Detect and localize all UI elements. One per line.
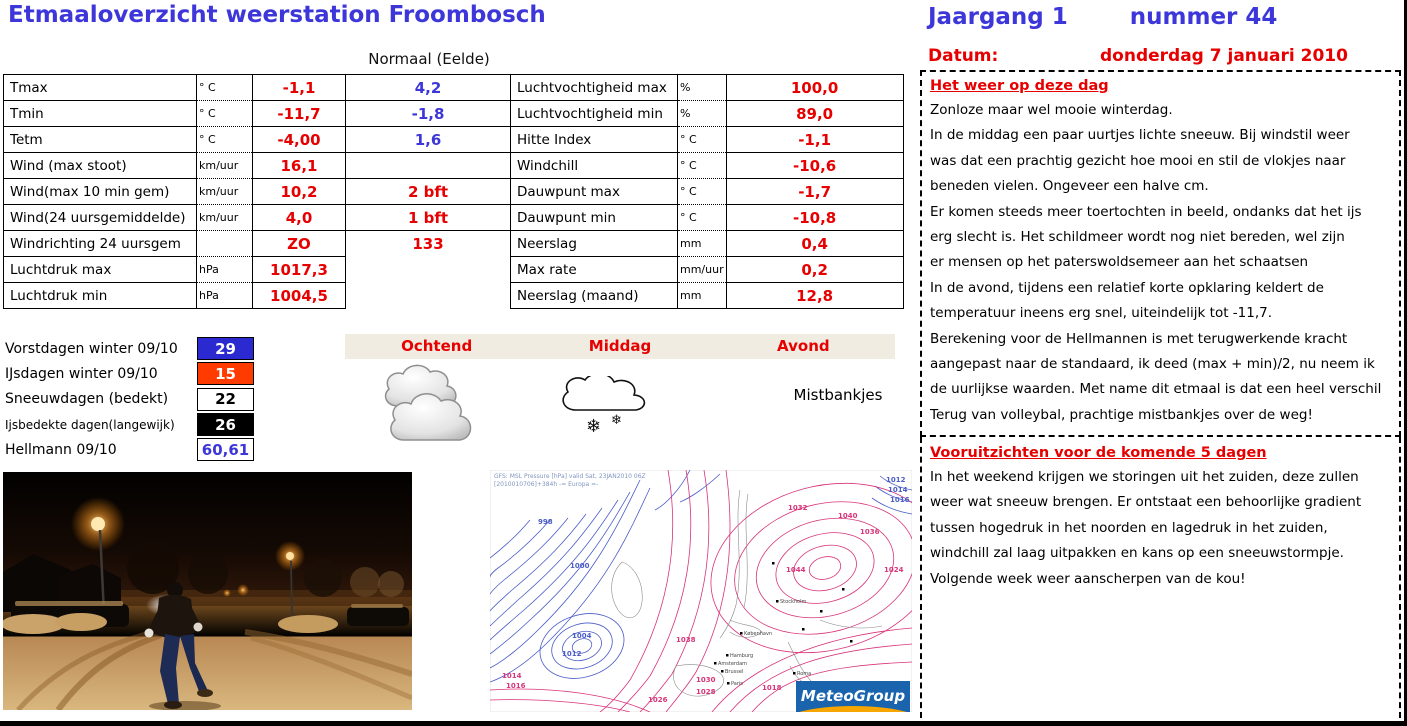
svg-text:❄: ❄ (586, 416, 602, 436)
table-cell: 2 bft (346, 179, 511, 205)
city-label: København (744, 631, 773, 637)
table-cell: Luchtvochtigheid max (511, 75, 678, 101)
table-cell: Luchtdruk min (4, 283, 197, 309)
table-cell: -10,8 (726, 205, 903, 231)
stat-label: Ijsbedekte dagen(langewijk) (5, 417, 175, 432)
table-cell: -1,7 (726, 179, 903, 205)
table-cell: Neerslag (511, 231, 678, 257)
report-line: de uurlijkse waarden. Met name dit etmaal is dat een heel verschil (930, 381, 1382, 398)
table-cell: Luchtdruk max (4, 257, 197, 283)
pressure-label: 1032 (788, 504, 808, 512)
table-cell: Max rate (511, 257, 678, 283)
table-cell: Wind(24 uursgemiddelde) (4, 205, 197, 231)
table-cell: 1 bft (346, 205, 511, 231)
pressure-label: 1014 (888, 486, 908, 494)
table-cell: km/uur (197, 205, 253, 231)
table-cell: 100,0 (726, 75, 903, 101)
report-line: In de avond, tijdens een relatief korte opklaring keldert de (930, 279, 1324, 296)
table-cell (346, 153, 511, 179)
table-row (4, 101, 904, 127)
table-row (4, 257, 904, 283)
report-line: erg slecht is. Het schildmeer wordt nog niet bereden, wel zijn (930, 229, 1345, 246)
table-cell: km/uur (197, 179, 253, 205)
street-photo (3, 472, 412, 710)
outlook-line: tussen hogedruk in het noorden en lagedruk in het zuiden, (930, 519, 1328, 536)
table-cell: -11,7 (253, 101, 346, 127)
stat-value: 26 (197, 413, 254, 436)
table-cell: Dauwpunt max (511, 179, 678, 205)
daily-report-box (920, 70, 1401, 437)
city-label: Stockholm (780, 599, 807, 605)
pressure-label: 1004 (572, 632, 592, 640)
pressure-label: 1040 (838, 512, 858, 520)
stat-label: Hellmann 09/10 (5, 441, 117, 458)
table-row (4, 127, 904, 153)
table-cell: -1,1 (726, 127, 903, 153)
table-cell: -1,8 (346, 101, 511, 127)
table-cell: 12,8 (726, 283, 903, 309)
table-cell (346, 283, 511, 309)
pressure-label: 1024 (884, 566, 904, 574)
table-cell: Tmax (4, 75, 197, 101)
stat-row (5, 437, 254, 462)
table-cell: Luchtvochtigheid min (511, 101, 678, 127)
pressure-label: 1028 (696, 688, 716, 696)
table-cell: -4,00 (253, 127, 346, 153)
table-cell: 1004,5 (253, 283, 346, 309)
datum-value: donderdag 7 januari 2010 (1100, 46, 1348, 66)
period-avond: Avond (777, 337, 830, 355)
table-cell: ZO (253, 231, 346, 257)
pressure-map (490, 470, 912, 712)
table-cell: Tetm (4, 127, 197, 153)
table-cell: 10,2 (253, 179, 346, 205)
table-cell: Windrichting 24 uursgem (4, 231, 197, 257)
svg-text:❄: ❄ (611, 413, 622, 428)
outlook-line: Volgende week weer aanscherpen van de kou! (930, 570, 1246, 587)
weather-data-table (3, 74, 904, 309)
table-cell: mm (678, 231, 727, 257)
nummer-label: nummer 44 (1129, 4, 1278, 30)
table-cell: 1,6 (346, 127, 511, 153)
stat-row (5, 387, 254, 412)
avond-forecast-text: Mistbankjes (793, 386, 883, 404)
table-cell: 133 (346, 231, 511, 257)
table-cell: 89,0 (726, 101, 903, 127)
table-cell: ° C (197, 127, 253, 153)
report-line: aangepast naar de standaard, ik deed (max + min)/2, nu neem ik (930, 356, 1375, 373)
pressure-label: 1038 (676, 636, 696, 644)
table-cell: ° C (678, 153, 727, 179)
table-cell: % (678, 75, 727, 101)
table-cell: mm (678, 283, 727, 309)
city-label: Amsterdam (718, 661, 748, 667)
report-line: Terug van volleybal, prachtige mistbankjes over de weg! (930, 406, 1313, 423)
table-cell: -1,1 (253, 75, 346, 101)
pressure-label: 1018 (762, 684, 782, 692)
stat-value: 15 (197, 362, 254, 385)
jaargang-label: Jaargang 1 (928, 4, 1068, 30)
pressure-label: 998 (538, 518, 553, 526)
stat-label: Sneeuwdagen (bedekt) (5, 391, 169, 408)
pressure-label: 1030 (696, 676, 716, 684)
report-line: was dat een prachtig gezicht hoe mooi en stil de vlokjes naar (930, 152, 1346, 169)
pressure-label: 1014 (502, 672, 522, 680)
table-cell: 0,2 (726, 257, 903, 283)
map-header-line1: GFS: MSL Pressure [hPa] valid Sat, 23JAN2010 06Z (494, 473, 646, 480)
table-cell: 16,1 (253, 153, 346, 179)
stat-label: Vorstdagen winter 09/10 (5, 340, 178, 357)
pressure-label: 1012 (562, 650, 582, 658)
period-ochtend: Ochtend (401, 337, 473, 355)
table-row (4, 153, 904, 179)
outlook-line: windchill zal laag uitpakken en kans op een sneeuwstormpje. (930, 545, 1344, 562)
table-cell: ° C (678, 205, 727, 231)
table-cell: Neerslag (maand) (511, 283, 678, 309)
stat-value: 22 (197, 388, 254, 411)
pressure-label: 1000 (570, 562, 590, 570)
stat-row (5, 336, 254, 361)
table-cell: 4,2 (346, 75, 511, 101)
report-line: beneden vielen. Ongeveer een halve cm. (930, 178, 1209, 195)
table-cell: ° C (678, 127, 727, 153)
table-cell: -10,6 (726, 153, 903, 179)
table-cell: ° C (678, 179, 727, 205)
outlook-line: weer wat sneeuw brengen. Er ontstaat een behoorlijke gradient (930, 494, 1362, 511)
page-title: Etmaaloverzicht weerstation Froombosch (8, 2, 546, 28)
table-row (4, 75, 904, 101)
table-cell: ° C (197, 75, 253, 101)
report-line: temperatuur ineens erg snel, uiteindelijk tot -11,7. (930, 305, 1273, 322)
table-cell: hPa (197, 257, 253, 283)
datum-label: Datum: (928, 46, 999, 66)
table-cell: hPa (197, 283, 253, 309)
table-cell: Windchill (511, 153, 678, 179)
pressure-label: 1044 (786, 566, 806, 574)
report-line: Berekening voor de Hellmannen is met terugwerkende kracht (930, 330, 1348, 347)
table-cell: 1017,3 (253, 257, 346, 283)
table-cell (197, 231, 253, 257)
table-row (4, 205, 904, 231)
table-cell: Tmin (4, 101, 197, 127)
outlook-box (920, 437, 1401, 718)
table-row (4, 179, 904, 205)
stat-row (5, 412, 254, 437)
stat-row (5, 361, 254, 386)
table-cell: % (678, 101, 727, 127)
table-cell: Wind (max stoot) (4, 153, 197, 179)
report-line: Zonloze maar wel mooie winterdag. (930, 102, 1173, 118)
forecast-period-strip (345, 334, 895, 359)
table-cell: ° C (197, 101, 253, 127)
table-cell: Hitte Index (511, 127, 678, 153)
snow-cloud-icon (548, 376, 663, 436)
table-cell: km/uur (197, 153, 253, 179)
normaal-column-header: Normaal (Eelde) (368, 50, 490, 68)
pressure-label: 1036 (860, 528, 880, 536)
meteogroup-logo (781, 681, 912, 712)
report-line: er mensen op het paterswoldsemeer aan het schaatsen (930, 254, 1309, 271)
report-line: In de middag een paar uurtjes lichte sneeuw. Bij windstil weer (930, 127, 1350, 144)
report-line: Er komen steeds meer toertochten in beeld, ondanks dat het ijs (930, 203, 1362, 220)
winter-stats (5, 336, 254, 462)
table-cell: mm/uur (678, 257, 727, 283)
city-label: Hamburg (730, 653, 754, 659)
daily-report-title: Het weer op deze dag (930, 78, 1109, 94)
table-cell: 0,4 (726, 231, 903, 257)
outlook-line: In het weekend krijgen we storingen uit het zuiden, deze zullen (930, 469, 1359, 485)
table-cell: 4,0 (253, 205, 346, 231)
table-cell: Dauwpunt min (511, 205, 678, 231)
pressure-label: 1012 (886, 476, 906, 484)
city-label: Paris (731, 681, 743, 687)
period-middag: Middag (588, 337, 652, 355)
table-cell: Wind(max 10 min gem) (4, 179, 197, 205)
table-row (4, 283, 904, 309)
pressure-label: 1016 (506, 682, 526, 690)
pressure-label: 1016 (890, 496, 910, 504)
clouds-icon (368, 358, 483, 450)
city-label: Brussel (725, 669, 744, 675)
issue-header (928, 4, 1277, 30)
map-header-line2: [2010010706]+384h -= Europa =- (494, 481, 599, 488)
outlook-title: Vooruitzichten voor de komende 5 dagen (930, 445, 1267, 461)
city-label: Roma (797, 671, 812, 677)
stat-value: 29 (197, 337, 254, 360)
pressure-label: 1026 (648, 696, 668, 704)
table-row (4, 231, 904, 257)
stat-label: IJsdagen winter 09/10 (5, 365, 158, 382)
table-cell (346, 257, 511, 283)
svg-text:MeteoGroup: MeteoGroup (800, 687, 906, 705)
stat-value: 60,61 (197, 438, 254, 461)
